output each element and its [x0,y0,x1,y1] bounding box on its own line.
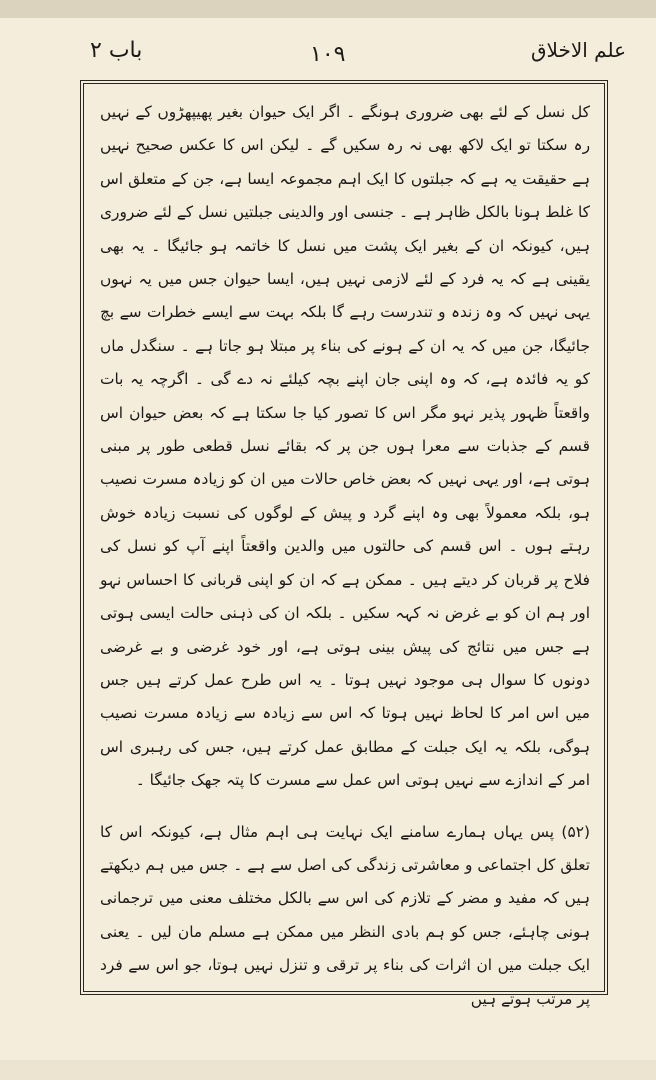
book-title: علم الاخلاق [531,38,626,62]
page-number: ۱۰۹ [310,42,346,67]
paragraph-1: کل نسل کے لئے بھی ضروری ہونگے ۔ اگر ایک حیوان بغیر پھیپھڑوں کے نہیں رہ سکتا تو ایک لاکھ بھی نہ رہ سکیں گے ۔ لیکن اس کا عکس صحیح نہیں ہے حقیقت یہ ہے کہ جبلتوں کا ایک اہم مجموعہ ایسا ہے، جن کے متعلق اس کا غلط ہونا بالکل ظاہر ہے ۔ جنسی اور والدینی جبلتیں نسل کے لئے ضروری ہیں، کیونکہ ان کے بغیر ایک پشت میں نسل کا خاتمہ ہو جائیگا ۔ یہ بھی یقینی ہے کہ یہ فرد کے لئے لازمی نہیں ہیں، ایسا حیوان جس میں یہ نہوں یہی نہیں کہ وہ زندہ و تندرست رہے گا بلکہ بہت سے ایسے خطرات سے بچ جائیگا، جن میں کہ یہ ان کے ہونے کی بناء پر مبتلا ہو جاتا ہے ۔ سنگدل ماں کو یہ فائدہ ہے، کہ وہ اپنی جان اپنے بچہ کیلئے نہ دے گی ۔ اگرچہ یہ بات واقعتاً ظہور پذیر نہو مگر اس کا تصور کیا جا سکتا ہے کہ بعض حیوان اس قسم کے جذبات سے معرا ہوں جن پر کہ بقائے نسل قطعی طور پر مبنی ہوتی ہے، اور یہی نہیں کہ بعض خاص حالات میں ان کو زیادہ مسرت نصیب ہو، بلکہ معمولاً بھی وہ اپنے گرد و پیش کے لوگوں کی نسبت زیادہ خوش رہتے ہوں ۔ اس قسم کی حالتوں میں والدین واقعتاً اپنے آپ کو نسل کی فلاح پر قربان کر دیتے ہیں ۔ ممکن ہے کہ ان کو اپنی قربانی کا احساس نہو اور ہم ان کو بے غرض نہ کہہ سکیں ۔ بلکہ ان کی ذہنی حالت ایسی ہوتی ہے جس میں نتائج کی پیش بینی ہوتی ہے، اور خود غرضی و بے غرضی دونوں کا سوال ہی موجود نہیں ہوتا ۔ یہ اس طرح عمل کرتے ہیں جس میں اس امر کا لحاظ نہیں ہوتا کہ اس سے زیادہ سے زیادہ مسرت نصیب ہوگی، بلکہ یہ ایک جبلت کے مطابق عمل کرتے ہیں، جس کی رہبری اس امر کے اندازے سے نہیں ہوتی اس عمل سے مسرت کا پتہ جھک جائیگا ۔ [100,103,590,790]
body-text [100,96,590,1016]
page-bottom-edge [0,1060,656,1080]
paragraph-2: (۵۲) پس یہاں ہمارے سامنے ایک نہایت ہی اہم مثال ہے، کیونکہ اس کا تعلق کل اجتماعی و معاشرتی زندگی کی اصل سے ہے ۔ جس میں ہم دیکھتے ہیں کہ مفید و مضر کے تلازم کی اس سے بالکل مختلف معنی میں ترجمانی ہونی چاہئے، جس کو ہم بادی النظر میں ممکن ہے مسلم مان لیں ۔ یعنی ایک جبلت میں ان اثرات کی بناء پر ترقی و تنزل نہیں ہوتا، جو اس سے فرد پر مرتب ہوتے ہیں [100,822,590,1008]
running-head [0,38,656,78]
text-frame [80,80,608,1008]
chapter-label: باب ۲ [90,38,143,63]
page-top-edge [0,0,656,18]
